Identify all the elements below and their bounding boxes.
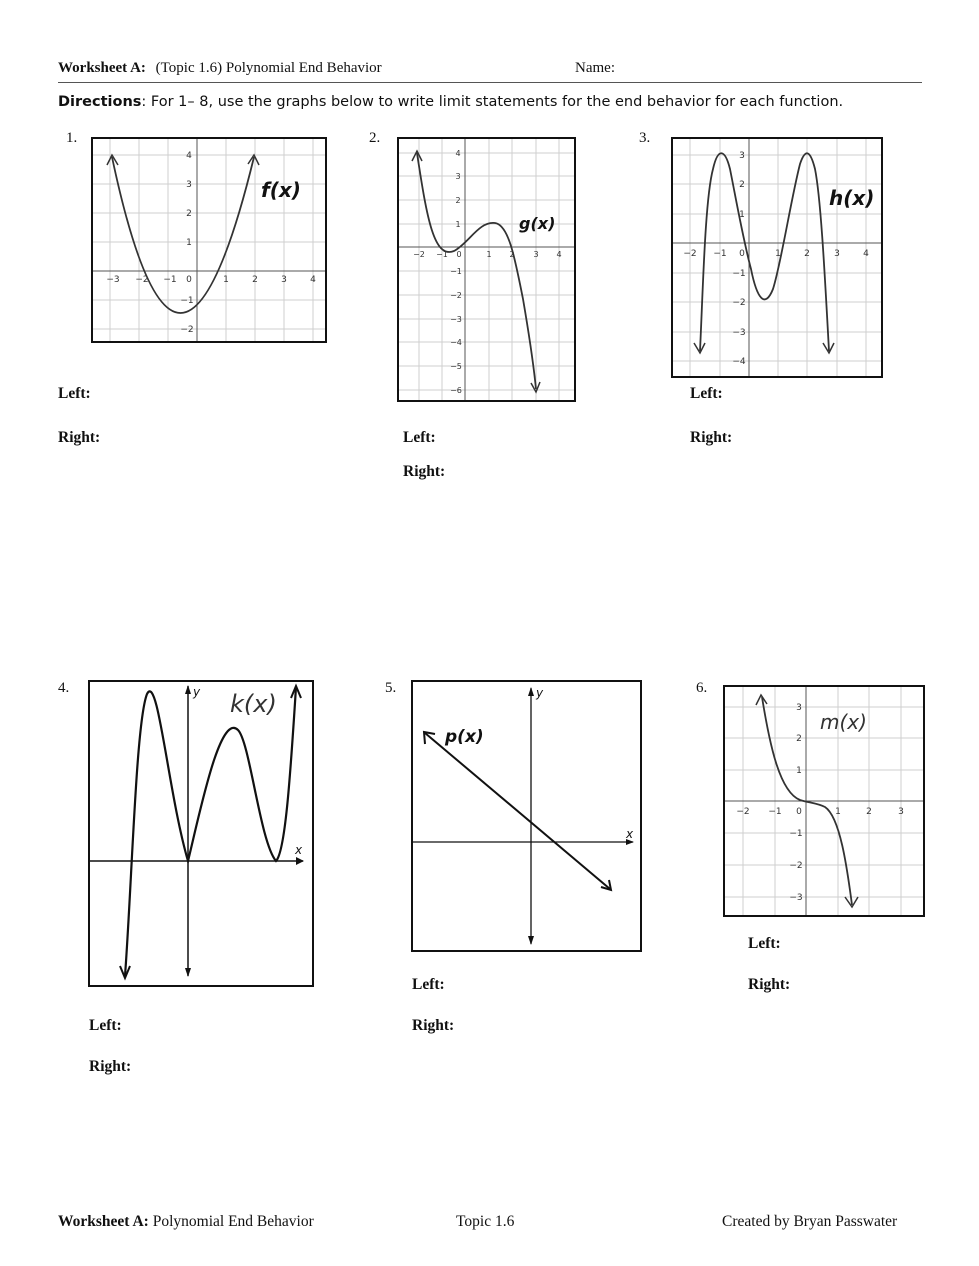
y-axis-label: y <box>193 685 201 699</box>
func-label-p: p(x) <box>445 727 484 747</box>
g6-xtick: −1 <box>768 807 782 817</box>
g2-xtick: 0 <box>456 250 462 259</box>
g2-ytick: 3 <box>455 172 461 181</box>
curve-f <box>112 157 254 313</box>
g2-ytick: −1 <box>450 267 462 276</box>
g6-xtick: 2 <box>866 807 872 817</box>
problem-number-1: 1. <box>66 130 78 146</box>
g1-ytick: −2 <box>180 325 194 335</box>
g2-xtick: 2 <box>509 250 515 259</box>
g6-xtick: −2 <box>736 807 750 817</box>
worksheet-header <box>58 60 922 83</box>
footer-worksheet-label: Worksheet A: <box>58 1213 149 1230</box>
func-label-g: g(x) <box>519 214 556 233</box>
g2-xtick: −2 <box>413 250 425 259</box>
g3-xtick: 3 <box>834 249 840 259</box>
g1-ytick: 2 <box>186 209 192 219</box>
graph-p <box>411 680 642 952</box>
g1-xtick: −1 <box>163 275 177 285</box>
g1-ytick: −1 <box>180 296 194 306</box>
x-axis-label: x <box>295 843 303 857</box>
footer-topic: Topic 1.6 <box>456 1213 515 1230</box>
header-worksheet-label: Worksheet A: <box>58 60 146 76</box>
g1-xtick: −3 <box>106 275 120 285</box>
g2-ytick: −3 <box>450 315 462 324</box>
g3-ytick: −2 <box>732 298 746 308</box>
g1-ytick: 1 <box>186 238 192 248</box>
g3-xtick: −1 <box>713 249 727 259</box>
problem-number-6: 6. <box>696 680 708 696</box>
g1-xtick: 3 <box>281 275 287 285</box>
y-axis-label: y <box>536 686 544 700</box>
header-topic: (Topic 1.6) Polynomial End Behavior <box>155 60 382 76</box>
directions <box>58 94 843 110</box>
right-label-3: Right: <box>690 429 733 446</box>
right-label-4: Right: <box>89 1058 132 1075</box>
g6-xtick: 1 <box>835 807 841 817</box>
g3-ytick: 2 <box>739 180 745 190</box>
left-label-5: Left: <box>412 976 445 993</box>
graph-h <box>671 137 883 378</box>
g2-ytick: 4 <box>455 149 461 158</box>
directions-text: : For 1– 8, use the graphs below to write limit statements for the end behavior for each function. <box>141 94 844 110</box>
g2-xtick: −1 <box>436 250 448 259</box>
problem-number-3: 3. <box>639 130 651 146</box>
g1-xtick: 4 <box>310 275 316 285</box>
g1-xtick: −2 <box>135 275 149 285</box>
left-label-1: Left: <box>58 385 91 402</box>
right-label-5: Right: <box>412 1017 455 1034</box>
g1-xtick: 1 <box>223 275 229 285</box>
g1-ytick: 3 <box>186 180 192 190</box>
left-label-6: Left: <box>748 935 781 952</box>
graph-f <box>91 137 327 343</box>
g3-xtick: 0 <box>739 249 745 259</box>
g1-xtick: 0 <box>186 275 192 285</box>
g2-ytick: 2 <box>455 196 461 205</box>
right-label-6: Right: <box>748 976 791 993</box>
g3-xtick: 2 <box>804 249 810 259</box>
g3-xtick: 1 <box>775 249 781 259</box>
g2-xtick: 1 <box>486 250 492 259</box>
name-label: Name: <box>575 60 615 76</box>
g1-ytick: 4 <box>186 151 192 161</box>
g6-xtick: 3 <box>898 807 904 817</box>
g3-xtick: 4 <box>863 249 869 259</box>
g3-ytick: −1 <box>732 269 746 279</box>
left-label-4: Left: <box>89 1017 122 1034</box>
graph-g <box>397 137 576 402</box>
func-label-f: f(x) <box>261 178 301 202</box>
line-p <box>425 733 610 889</box>
func-label-h: h(x) <box>829 186 875 210</box>
g2-ytick: −6 <box>450 386 462 395</box>
arrow-head-left <box>756 695 767 705</box>
graph-m <box>723 685 925 917</box>
g6-ytick: 1 <box>796 766 802 776</box>
func-label-k: k(x) <box>230 690 277 718</box>
g6-ytick: 3 <box>796 703 802 713</box>
g2-ytick: −5 <box>450 362 462 371</box>
g2-ytick: −4 <box>450 338 462 347</box>
problem-number-2: 2. <box>369 130 381 146</box>
g6-ytick: −1 <box>789 829 803 839</box>
g6-xtick: 0 <box>796 807 802 817</box>
func-label-m: m(x) <box>820 710 867 734</box>
g2-ytick: 1 <box>455 220 461 229</box>
g2-xtick: 3 <box>533 250 539 259</box>
g1-xtick: 2 <box>252 275 258 285</box>
right-label-1: Right: <box>58 429 101 446</box>
directions-label: Directions <box>58 94 142 110</box>
graph-k <box>88 680 314 987</box>
left-label-2: Left: <box>403 429 436 446</box>
g2-ytick: −2 <box>450 291 462 300</box>
g6-ytick: 2 <box>796 734 802 744</box>
g3-ytick: −4 <box>732 357 746 367</box>
left-label-3: Left: <box>690 385 723 402</box>
footer-title-text: Polynomial End Behavior <box>148 1213 314 1230</box>
g3-ytick: 1 <box>739 210 745 220</box>
curve-k <box>125 687 296 976</box>
g3-ytick: 3 <box>739 151 745 161</box>
g3-xtick: −2 <box>683 249 697 259</box>
footer-title <box>58 1213 314 1231</box>
problem-number-5: 5. <box>385 680 397 696</box>
problem-number-4: 4. <box>58 680 70 696</box>
right-label-2: Right: <box>403 463 446 480</box>
g6-ytick: −3 <box>789 893 803 903</box>
g3-ytick: −3 <box>732 328 746 338</box>
g2-xtick: 4 <box>556 250 562 259</box>
g6-ytick: −2 <box>789 861 803 871</box>
footer-credit: Created by Bryan Passwater <box>722 1213 898 1230</box>
x-axis-label: x <box>626 827 634 841</box>
